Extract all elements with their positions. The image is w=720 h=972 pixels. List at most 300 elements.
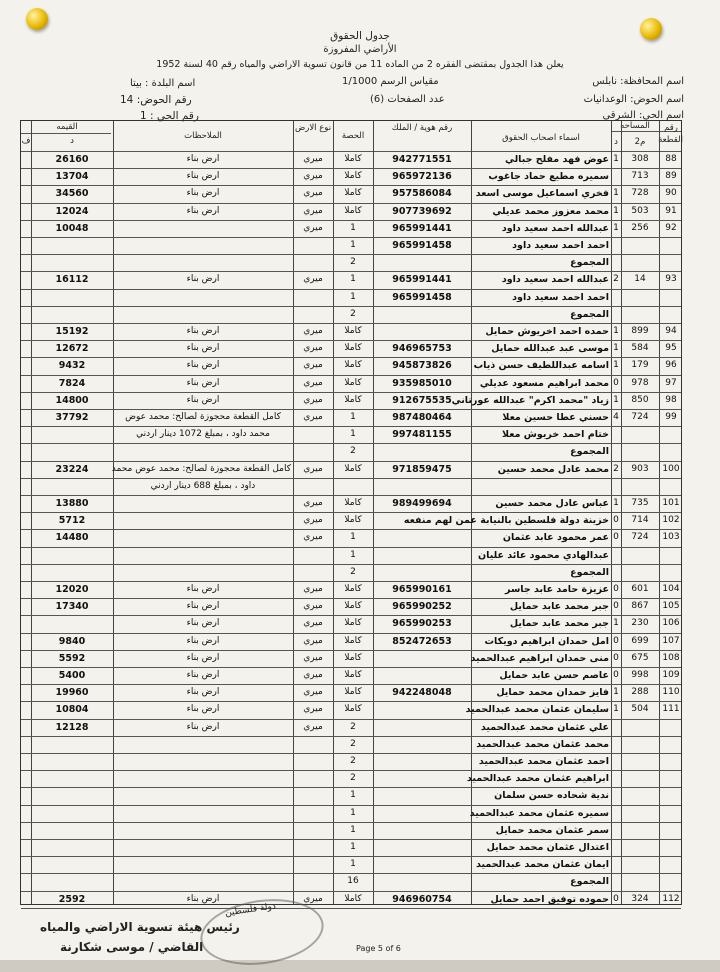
cell-id: 965972136 — [392, 171, 452, 183]
cell-p: 98 — [665, 394, 677, 405]
cell-name: عوض فهد مفلح جبالي — [504, 154, 609, 165]
cell-name: جبر محمد عابد حمايل — [509, 601, 609, 613]
cell-d: 1 — [613, 394, 619, 405]
table-row — [21, 323, 681, 324]
district-number: رقم الحي : 1 — [140, 110, 199, 122]
cell-m: 584 — [631, 343, 649, 354]
cell-name: اعتدال عثمان محمد حمايل — [486, 842, 609, 853]
cell-notes: ارض بناء — [186, 326, 220, 336]
cell-name: محمد عادل محمد حسين — [497, 463, 609, 475]
table-row — [21, 529, 681, 530]
cell-m: 728 — [631, 188, 649, 199]
cell-name: عبدالله احمد سعيد داود — [501, 222, 609, 234]
table-row — [21, 650, 681, 651]
cell-id: 946960754 — [392, 893, 452, 905]
table-row — [21, 495, 681, 496]
cell-value: 5712 — [58, 515, 86, 527]
table-row — [21, 736, 681, 737]
cell-name: عبدالله احمد سعيد داود — [501, 274, 609, 286]
cell-value: 10048 — [55, 222, 89, 234]
cell-id: 965990252 — [392, 601, 452, 613]
cell-d: 0 — [613, 635, 619, 646]
cell-share: 1 — [350, 842, 356, 852]
cell-m: 714 — [631, 515, 649, 526]
cell-m: 256 — [631, 222, 649, 233]
cell-share: كاملا — [344, 171, 362, 182]
cell-m: 850 — [631, 394, 649, 405]
table-row — [21, 908, 681, 909]
pushpin-icon — [26, 8, 48, 30]
cell-d: 1 — [613, 498, 619, 508]
cell-type: ميري — [303, 463, 323, 474]
header-land-type: نوع الارض — [294, 123, 332, 133]
cell-share: كاملا — [344, 205, 362, 216]
table-row — [21, 581, 681, 582]
cell-value: 17340 — [55, 601, 89, 613]
table-row — [21, 667, 681, 668]
cell-name: امل حمدان ابراهيم دويكات — [484, 635, 609, 647]
cell-share: كاملا — [344, 601, 362, 612]
cell-value: 12024 — [55, 205, 89, 217]
cell-p: 111 — [662, 704, 680, 715]
cell-notes: ارض بناء — [186, 687, 220, 698]
signature-name: القاضي / موسى شكارنة — [60, 940, 204, 954]
table-row — [21, 787, 681, 788]
cell-d: 1 — [613, 704, 619, 715]
cell-name: ختام احمد خريوش معلا — [502, 429, 609, 441]
cell-p: 90 — [665, 188, 677, 199]
header-share: الحصة — [341, 131, 365, 141]
cell-share: كاملا — [344, 394, 362, 405]
cell-value: 14800 — [55, 394, 89, 406]
table-row — [21, 512, 681, 513]
cell-p: 107 — [662, 635, 680, 646]
cell-id: 965991441 — [392, 222, 452, 234]
cell-share: كاملا — [344, 343, 362, 354]
cell-name: علي عثمان محمد عبدالحميد — [480, 721, 609, 733]
table-row — [21, 461, 681, 462]
table-row — [21, 856, 681, 857]
cell-type: ميري — [303, 687, 323, 698]
cell-p: 103 — [662, 532, 680, 543]
basin-name: اسم الحوض: الوعدانيات — [583, 94, 684, 105]
table-row — [21, 375, 681, 376]
cell-share: 2 — [350, 773, 356, 784]
cell-name: ندية شحاده حسن سلمان — [494, 790, 609, 802]
rights-table — [20, 120, 682, 905]
table-row — [21, 340, 681, 341]
cell-share: 2 — [350, 738, 356, 749]
cell-share: 1 — [350, 291, 356, 302]
cell-notes: داود ، بمبلغ 688 دينار اردني — [150, 480, 256, 491]
table-row — [21, 271, 681, 272]
cell-m: 601 — [631, 584, 649, 594]
cell-share: 1 — [350, 412, 356, 422]
cell-d: 1 — [613, 154, 619, 164]
cell-value: 15192 — [55, 326, 89, 337]
cell-type: ميري — [303, 360, 323, 371]
cell-id: 965991458 — [392, 291, 452, 303]
cell-name: عزيزة حامد عابد جاسر — [505, 584, 609, 595]
doc-legal-notice: يعلن هذا الجدول بمقتضى الفقره 2 من الماده 11 من قانون تسوية الاراضي والمياه رقم 40 لسنة 1952 — [156, 59, 564, 70]
header-value-fils: ف — [21, 136, 31, 146]
cell-value: 5400 — [58, 670, 86, 681]
cell-notes: ارض بناء — [186, 343, 220, 354]
table-row — [21, 357, 681, 358]
cell-id: 946965753 — [392, 343, 452, 355]
cell-share: 1 — [350, 240, 356, 250]
table-row — [21, 633, 681, 634]
scale: مقياس الرسم 1/1000 — [342, 76, 439, 87]
cell-value: 12128 — [55, 721, 89, 733]
cell-share: 1 — [350, 859, 356, 870]
cell-d: 0 — [613, 670, 619, 680]
cell-id: 945873826 — [392, 360, 452, 372]
cell-p: 95 — [665, 343, 677, 354]
cell-name: احمد عثمان محمد عبدالحميد — [478, 756, 609, 767]
cell-type: ميري — [303, 515, 323, 526]
cell-name: المجموع — [570, 566, 609, 578]
cell-share: 1 — [350, 429, 356, 440]
cell-share: كاملا — [344, 635, 362, 646]
cell-value: 23224 — [55, 463, 89, 475]
cell-id: 987480464 — [392, 412, 452, 423]
cell-type: ميري — [303, 343, 323, 354]
cell-type: ميري — [303, 601, 323, 612]
cell-notes: ارض بناء — [186, 652, 220, 663]
cell-share: 2 — [350, 721, 356, 732]
cell-share: 1 — [350, 807, 356, 818]
cell-p: 105 — [662, 601, 680, 612]
cell-notes: ارض بناء — [186, 360, 220, 371]
table-row — [21, 701, 681, 702]
cell-share: كاملا — [344, 893, 362, 904]
table-row — [21, 409, 681, 410]
cell-value: 2592 — [58, 893, 86, 905]
cell-type: ميري — [303, 721, 323, 732]
cell-name: محمد ابراهيم مسعود عديلي — [479, 377, 609, 389]
cell-name: منى حمدان ابراهيم عبدالحميد — [470, 652, 609, 664]
basin-number: رقم الحوض: 14 — [120, 94, 192, 106]
cell-d: 0 — [613, 584, 619, 594]
table-row — [21, 873, 681, 874]
cell-d: 1 — [613, 343, 619, 354]
cell-name: سميره عثمان محمد عبدالحميد — [469, 807, 609, 819]
table-row — [21, 684, 681, 685]
cell-d: 0 — [613, 893, 619, 904]
cell-type: ميري — [303, 893, 323, 904]
cell-name: اسامه عبداللطيف حسن ذياب — [473, 360, 609, 372]
table-row — [21, 220, 681, 221]
cell-share: كاملا — [344, 704, 362, 715]
cell-p: 99 — [665, 412, 677, 422]
cell-m: 867 — [631, 601, 649, 612]
cell-type: ميري — [303, 652, 323, 663]
cell-notes: ارض بناء — [186, 584, 220, 594]
cell-id: 989499694 — [392, 498, 452, 509]
cell-name: سمر عثمان محمد حمايل — [495, 824, 609, 836]
cell-name: عباس عادل محمد حسين — [495, 498, 609, 509]
page-number: Page 5 of 6 — [356, 944, 401, 953]
cell-id: 965991458 — [392, 240, 452, 251]
cell-d: 0 — [613, 377, 619, 388]
cell-p: 88 — [665, 154, 677, 164]
cell-type: ميري — [303, 618, 323, 629]
cell-share: 2 — [350, 257, 356, 268]
cell-id: 907739692 — [392, 205, 452, 217]
cell-m: 230 — [631, 618, 649, 629]
cell-value: 12672 — [55, 343, 89, 355]
header-value-dinar: د — [70, 136, 74, 146]
header-area: المساحه — [620, 121, 650, 131]
table-row — [21, 392, 681, 393]
cell-name: احمد احمد سعيد داود — [512, 240, 609, 251]
cell-name: فخري اسماعيل موسى اسعد — [475, 188, 609, 200]
table-row — [21, 805, 681, 806]
cell-m: 324 — [631, 893, 649, 904]
cell-p: 92 — [665, 222, 677, 233]
cell-value: 37792 — [55, 412, 89, 423]
header-id-number: رقم هوية / الملك — [391, 123, 453, 133]
cell-p: 109 — [662, 670, 680, 680]
cell-notes: ارض بناء — [186, 188, 220, 199]
cell-share: كاملا — [344, 670, 362, 680]
cell-p: 102 — [662, 515, 680, 526]
cell-name: محمد عثمان محمد عبدالحميد — [476, 738, 609, 750]
cell-type: ميري — [303, 498, 323, 508]
cell-p: 101 — [662, 498, 680, 508]
doc-subtitle: الأراضي المفروزة — [323, 44, 397, 55]
page-count: عدد الصفحات (6) — [370, 94, 445, 105]
table-row — [21, 564, 681, 565]
cell-m: 713 — [631, 171, 649, 182]
cell-p: 112 — [662, 893, 680, 904]
cell-value: 34560 — [55, 188, 89, 200]
signature-title: رئيس هيئة تسوية الاراضي والمياه — [40, 920, 240, 934]
cell-m: 675 — [631, 652, 649, 663]
table-row — [21, 891, 681, 892]
cell-d: 0 — [613, 532, 619, 543]
governorate: اسم المحافظة: نابلس — [592, 76, 684, 87]
cell-share: كاملا — [344, 618, 362, 629]
table-row — [21, 719, 681, 720]
cell-value: 26160 — [55, 154, 89, 165]
table-row — [21, 839, 681, 840]
cell-value: 13880 — [55, 498, 89, 509]
table-row — [21, 426, 681, 427]
cell-notes: ارض بناء — [186, 154, 220, 164]
header-owners: اسماء اصحاب الحقوق — [502, 133, 580, 143]
cell-notes: كامل القطعة محجوزة لصالح: محمد عوض — [125, 412, 281, 422]
cell-name: فايز حمدان محمد حمايل — [496, 687, 609, 699]
table-row — [21, 443, 681, 444]
cell-name: سميره مطيع حماد جاغوب — [488, 171, 609, 183]
cell-share: كاملا — [344, 687, 362, 698]
cell-p: 108 — [662, 652, 680, 663]
table-row — [21, 254, 681, 255]
cell-d: 2 — [613, 274, 619, 285]
cell-share: كاملا — [344, 498, 362, 508]
cell-name: جبر محمد عابد حمايل — [509, 618, 609, 630]
cell-m: 998 — [631, 670, 649, 680]
cell-value: 7824 — [58, 377, 86, 389]
cell-type: ميري — [303, 222, 323, 233]
cell-type: ميري — [303, 171, 323, 182]
cell-d: 1 — [613, 618, 619, 629]
cell-name: زياد "محمد اكرم" عبدالله عورتاني — [451, 394, 609, 406]
doc-title: جدول الحقوق — [330, 30, 390, 42]
cell-m: 288 — [631, 687, 649, 698]
cell-value: 14480 — [55, 532, 89, 544]
cell-d: 0 — [613, 515, 619, 526]
cell-share: 1 — [350, 790, 356, 801]
cell-p: 100 — [662, 463, 680, 474]
cell-notes: كامل القطعة محجوزة لصالح: محمد عوض محمد — [111, 463, 291, 474]
cell-notes: ارض بناء — [186, 704, 220, 715]
cell-id: 997481155 — [392, 429, 452, 441]
cell-m: 724 — [631, 532, 649, 543]
cell-share: كاملا — [344, 463, 362, 474]
cell-name: المجموع — [570, 876, 609, 888]
cell-p: 106 — [662, 618, 680, 629]
cell-notes: ارض بناء — [186, 670, 220, 680]
cell-m: 14 — [634, 274, 646, 285]
cell-share: 2 — [350, 446, 356, 457]
cell-d: 1 — [613, 687, 619, 698]
cell-type: ميري — [303, 205, 323, 216]
cell-share: كاملا — [344, 188, 362, 199]
cell-d: 1 — [613, 205, 619, 216]
cell-p: 97 — [665, 377, 677, 388]
cell-value: 10804 — [55, 704, 89, 716]
cell-id: 957586084 — [392, 188, 452, 200]
cell-name: ايمان عثمان محمد عبدالحميد — [475, 859, 609, 871]
cell-value: 5592 — [58, 652, 86, 664]
cell-share: 1 — [350, 824, 356, 835]
cell-share: كاملا — [344, 326, 362, 336]
cell-id: 965991441 — [392, 274, 452, 286]
table-row — [21, 237, 681, 238]
cell-name: احمد احمد سعيد داود — [512, 291, 609, 303]
district-name: اسم الحي: الشرقي — [602, 110, 684, 121]
cell-name: موسى عبد عبدالله حمايل — [491, 343, 609, 355]
cell-value: 9432 — [58, 360, 86, 372]
cell-notes: ارض بناء — [186, 274, 220, 285]
cell-share: كاملا — [344, 584, 362, 594]
cell-notes: ارض بناء — [186, 377, 220, 388]
cell-type: ميري — [303, 584, 323, 594]
cell-id: 935985010 — [392, 377, 452, 389]
table-row — [21, 822, 681, 823]
cell-m: 903 — [631, 463, 649, 474]
cell-p: 94 — [665, 326, 677, 336]
cell-share: 1 — [350, 532, 356, 543]
cell-notes: ارض بناء — [186, 618, 220, 629]
cell-d: 1 — [613, 222, 619, 233]
header-notes: الملاحظات — [184, 131, 222, 141]
cell-type: ميري — [303, 377, 323, 388]
cell-share: كاملا — [344, 377, 362, 388]
cell-m: 504 — [631, 704, 649, 715]
cell-d: 4 — [613, 412, 619, 422]
cell-p: 110 — [662, 687, 680, 698]
cell-name: محمد معزوز محمد عديلي — [492, 205, 609, 217]
table-row — [21, 770, 681, 771]
table-row — [21, 185, 681, 186]
cell-name: ابراهيم عثمان محمد عبدالحميد — [466, 773, 609, 785]
cell-m: 724 — [631, 412, 649, 422]
cell-notes: ارض بناء — [186, 171, 220, 182]
cell-name: المجموع — [570, 257, 609, 269]
cell-m: 699 — [631, 635, 649, 646]
table-row — [21, 753, 681, 754]
cell-name: عبدالهادي محمود عائد عليان — [478, 549, 609, 561]
table-row — [21, 478, 681, 479]
cell-notes: ارض بناء — [186, 635, 220, 646]
table-row — [21, 598, 681, 599]
cell-name: خزينة دولة فلسطين بالنيابة عمن لهم منفعه — [403, 515, 609, 527]
cell-m: 308 — [631, 154, 649, 164]
cell-id: 965990253 — [392, 618, 452, 630]
cell-name: حموده توفيق احمد حمايل — [490, 893, 609, 905]
cell-d: 1 — [613, 360, 619, 371]
cell-id: 852472653 — [392, 635, 452, 647]
cell-share: 1 — [350, 274, 356, 285]
cell-p: 91 — [665, 205, 677, 216]
cell-m: 978 — [631, 377, 649, 388]
cell-share: 2 — [350, 308, 356, 319]
cell-d: 0 — [613, 652, 619, 663]
table-row — [21, 547, 681, 548]
cell-share: 1 — [350, 222, 356, 233]
cell-d: 0 — [613, 601, 619, 612]
cell-id: 942248048 — [392, 687, 452, 699]
cell-share: كاملا — [344, 652, 362, 663]
cell-notes: ارض بناء — [186, 205, 220, 216]
table-row — [21, 306, 681, 307]
cell-notes: ارض بناء — [186, 893, 220, 904]
cell-share: 1 — [350, 549, 356, 560]
cell-type: ميري — [303, 274, 323, 285]
cell-type: ميري — [303, 412, 323, 422]
village-name: اسم البلدة : بيتا — [130, 78, 196, 89]
cell-share: كاملا — [344, 515, 362, 526]
cell-name: حسني عطا حسين معلا — [502, 412, 609, 423]
cell-share: 16 — [347, 876, 359, 887]
cell-name: المجموع — [570, 446, 609, 458]
cell-type: ميري — [303, 188, 323, 199]
cell-p: 89 — [665, 171, 677, 182]
cell-m: 179 — [631, 360, 649, 371]
table-row — [21, 168, 681, 169]
cell-type: ميري — [303, 670, 323, 680]
cell-share: كاملا — [344, 154, 362, 164]
stamp-text: دولة فلسطين — [224, 901, 277, 919]
cell-type: ميري — [303, 704, 323, 715]
header-area-m2: م2 — [634, 137, 646, 147]
cell-p: 104 — [662, 584, 680, 594]
cell-value: 19960 — [55, 687, 89, 699]
header-parcel: رقم القطعة — [658, 123, 683, 145]
cell-d: 2 — [613, 463, 619, 474]
cell-name: عاصم حسن عابد حمايل — [499, 670, 609, 681]
table-row — [21, 203, 681, 204]
cell-d: 1 — [613, 326, 619, 336]
cell-notes: ارض بناء — [186, 394, 220, 405]
cell-id: 965990161 — [392, 584, 452, 595]
cell-type: ميري — [303, 394, 323, 405]
cell-type: ميري — [303, 635, 323, 646]
